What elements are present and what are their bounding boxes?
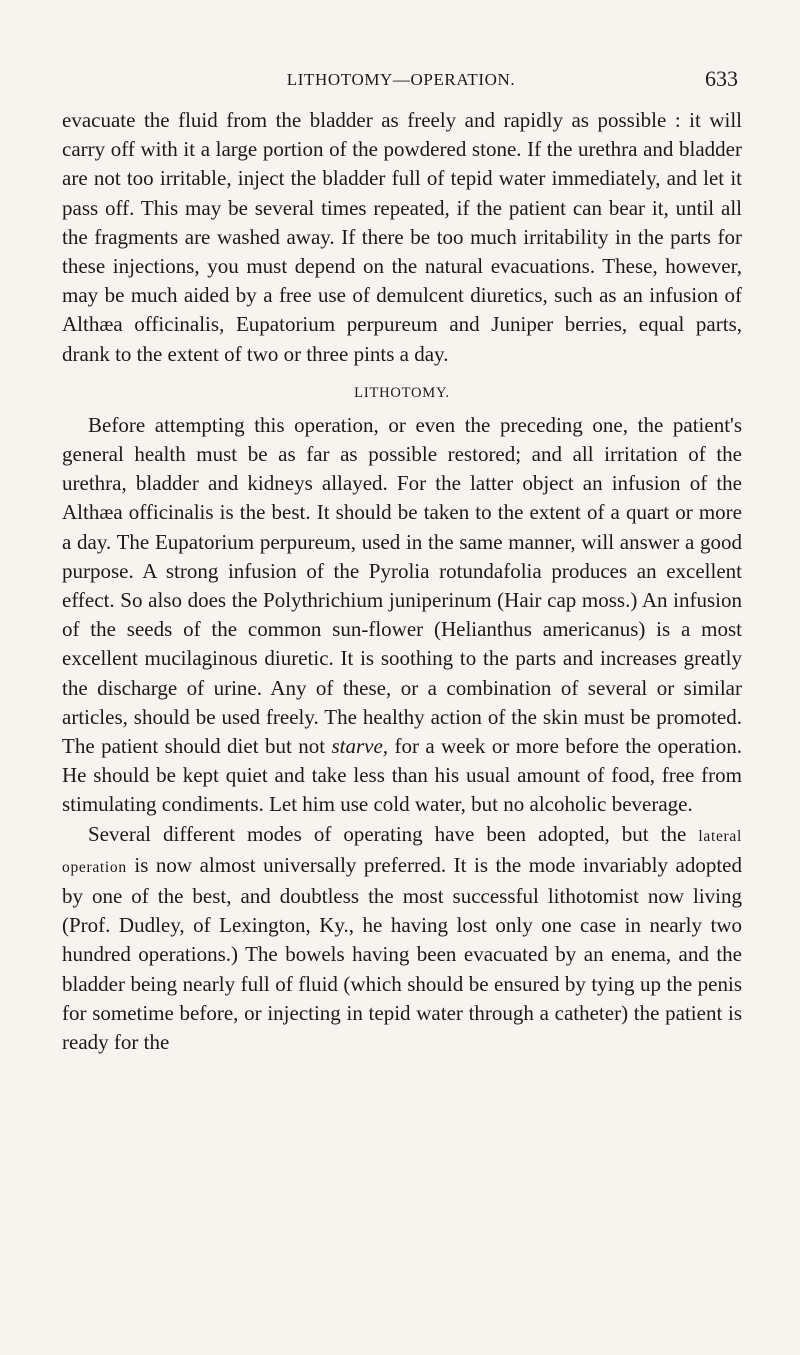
paragraph-text: Before attempting this operation, or even the preceding one, the patient's general health must be as far as possible restored; and all irritation of the urethra, bladder and kidneys allayed. For the latter object an infusion of the Althæa officinalis is the best. It should be taken to the extent of a quart or more a day. The Eupatorium perpureum, used in the same manner, will answer a good purpose. A strong infusion of the Pyrolia rotundafolia produces an excellent effect. So also does the Polythrichium juniperinum (Hair cap moss.) An infusion of the seeds of the common sun-flower (Helianthus americanus) is a most excellent mucilaginous diuretic. It is soothing to the parts and increases greatly the discharge of urine. Any of these, or a combination of several or similar articles, should be used freely. The healthy action of the skin must be promoted. The patient should diet but not bbox=[62, 412, 742, 759]
paragraph-continued: evacuate the fluid from the bladder as freely and rapidly as possible : it will carry off with it a large portion of the powdered stone. If the urethra and bladder are not too irritable, inject the bladder full of tepid water immediately, and let it pass off. This may be several times repeated, if the patient can bear it, until all the fragments are washed away. If there be too much irritability in the parts for these injections, you must depend on the natural evacuations. These, however, may be much aided by a free use of demulcent diuretics, such as an infusion of Althæa officinalis, Eupatorium perpureum and Juniper berries, equal parts, drank to the extent of two or three pints a day. bbox=[62, 108, 742, 366]
body-text bbox=[62, 106, 742, 1057]
italic-word: starve, bbox=[331, 734, 389, 759]
paragraph-text: Several different modes of operating have been adopted, but the bbox=[88, 821, 687, 846]
paragraph-lateral-operation bbox=[62, 820, 742, 1058]
paragraph-lithotomy-preparation bbox=[62, 411, 742, 820]
paragraph-text-end: for a week or more before the operation. He should be kept quiet and take less than his usual amount of food, free from stimulating condiments. Let him use cold water, but no alcoholic beverage. bbox=[62, 734, 743, 817]
page-number: 633 bbox=[705, 66, 738, 91]
running-title: LITHOTOMY—OPERATION. bbox=[286, 70, 516, 89]
paragraph-text-end: is now almost universally preferred. It is the mode invariably adopted by one of the best, and doubtless the most successful lithotomist now living (Prof. Dudley, of Lexington, Ky., he having lost only one case in nearly two hundred operations.) The bowels having been evacuated by an enema, and the bladder being nearly full of fluid (which should be ensured by tying up the penis for sometime before, or injecting in tepid water through a catheter) the patient is ready for the bbox=[62, 852, 742, 1055]
section-heading: LITHOTOMY. bbox=[354, 384, 450, 401]
smallcaps-term: lateral operation bbox=[62, 827, 742, 876]
running-head bbox=[62, 66, 740, 96]
